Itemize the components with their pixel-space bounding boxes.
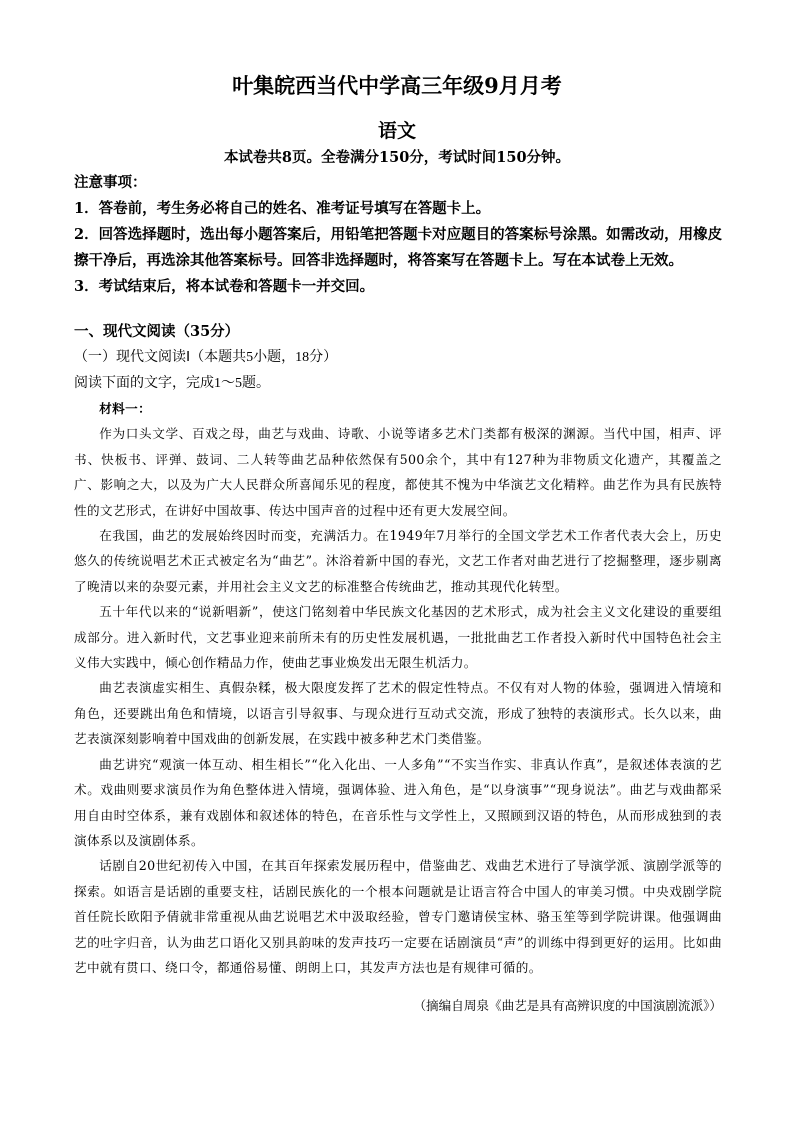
article-body: [74, 396, 722, 980]
article-paragraph: 在我国，曲艺的发展始终因时而变，充满活力。在1949年7月举行的全国文学艺术工作者代表大会上，历史悠久的传统说唱艺术正式被定名为“曲艺”。沐浴着新中国的春光，文艺工作者对曲艺进行了挖掘整理，逐步剔离了晚清以来的杂耍元素，并用社会主义文艺的标准整合传统曲艺，推动其现代化转型。: [74, 528, 722, 594]
article-source: （摘编自周泉《曲艺是具有高辨识度的中国演剧流派》）: [413, 998, 722, 1013]
article-paragraph: 五十年代以来的“说新唱新”，使这门铭刻着中华民族文化基因的艺术形式，成为社会主义文化建设的重要组成部分。进入新时代，文艺事业迎来前所未有的历史性发展机遇，一批批曲艺工作者投入新时代中国特色社会主义伟大实践中，倾心创作精品力作，使曲艺事业焕发出无限生机活力。: [74, 604, 722, 671]
notice-item: 2．回答选择题时，选出每小题答案后，用铅笔把答题卡对应题目的答案标号涂黑。如需改动，用橡皮擦干净后，再选涂其他答案标号。回答非选择题时，将答案写在答题卡上。写在本试卷上无效。: [74, 226, 723, 269]
article-paragraph: 作为口头文学、百戏之母，曲艺与戏曲、诗歌、小说等诸多艺术门类都有极深的渊源。当代中国，相声、评书、快板书、评弹、鼓词、二人转等曲艺品种依然保有500余个，其中有127种为非物质文化遗产，其覆盖之广、影响之大，以及为广大人民群众所喜闻乐见的程度，都使其不愧为中华演艺文化精粹。曲艺作为具有民族特性的文艺形式，在讲好中国故事、传达中国声音的过程中还有更大发展空间。: [74, 426, 722, 518]
notice-item: 1．答卷前，考生务必将自己的姓名、准考证号填写在答题卡上。: [74, 200, 491, 217]
exam-info: 本试卷共8页。全卷满分150分，考试时间150分钟。: [223, 149, 571, 166]
article-paragraph: 曲艺讲究“观演一体互动、相生相长”“化入化出、一人多角”“不实当作实、非真认作真”，是叙述体表演的艺术。戏曲则要求演员作为角色整体进入情境，强调体验、进入角色，是“以身演事”“现身说法”。曲艺与戏曲都采用自由时空体系，兼有戏剧体和叙述体的特色，在音乐性与文学性上，又照顾到汉语的特色，从而形成独到的表演体系以及演剧体系。: [74, 756, 722, 848]
exam-title: 叶集皖西当代中学高三年级9月月考: [232, 73, 562, 98]
notice-item: 3．考试结束后，将本试卷和答题卡一并交回。: [74, 278, 375, 295]
article-paragraph: 曲艺表演虚实相生、真假杂糅，极大限度发挥了艺术的假定性特点。不仅有对人物的体验，强调进入情境和角色，还要跳出角色和情境，以语言引导叙事、与现众进行互动式交流，形成了独特的表演形式。长久以来，曲艺表演深刻影响着中国戏曲的创新发展，在实践中被多种艺术门类借鉴。: [74, 680, 722, 747]
section-title: 一、现代文阅读（35分）: [74, 323, 240, 340]
subject-title: 语文: [377, 120, 416, 142]
article-paragraph: 话剧自20世纪初传入中国，在其百年探索发展历程中，借鉴曲艺、戏曲艺术进行了导演学派、演剧学派等的探索。如语言是话剧的重要支柱，话剧民族化的一个根本问题就是让语言符合中国人的审美习惯。中央戏剧学院首任院长欧阳予倩就非常重视从曲艺说唱艺术中汲取经验，曾专门邀请侯宝林、骆玉笙等到学院讲课。他强调曲艺的吐字归音，认为曲艺口语化又别具韵味的发声技巧一定要在话剧演员“声”的训练中得到更好的运用。比如曲艺中就有贯口、绕口令，都通俗易懂、朗朗上口，其发声方法也是有规律可循的。: [74, 858, 722, 975]
subsection-title: （一）现代文阅读Ⅰ（本题共5小题，18分）: [74, 350, 338, 365]
notice-block: [74, 170, 734, 300]
material-label: 材料一：: [99, 401, 152, 416]
reading-instruction: 阅读下面的文字，完成1～5题。: [74, 376, 270, 391]
notice-heading: 注意事项：: [74, 174, 147, 191]
